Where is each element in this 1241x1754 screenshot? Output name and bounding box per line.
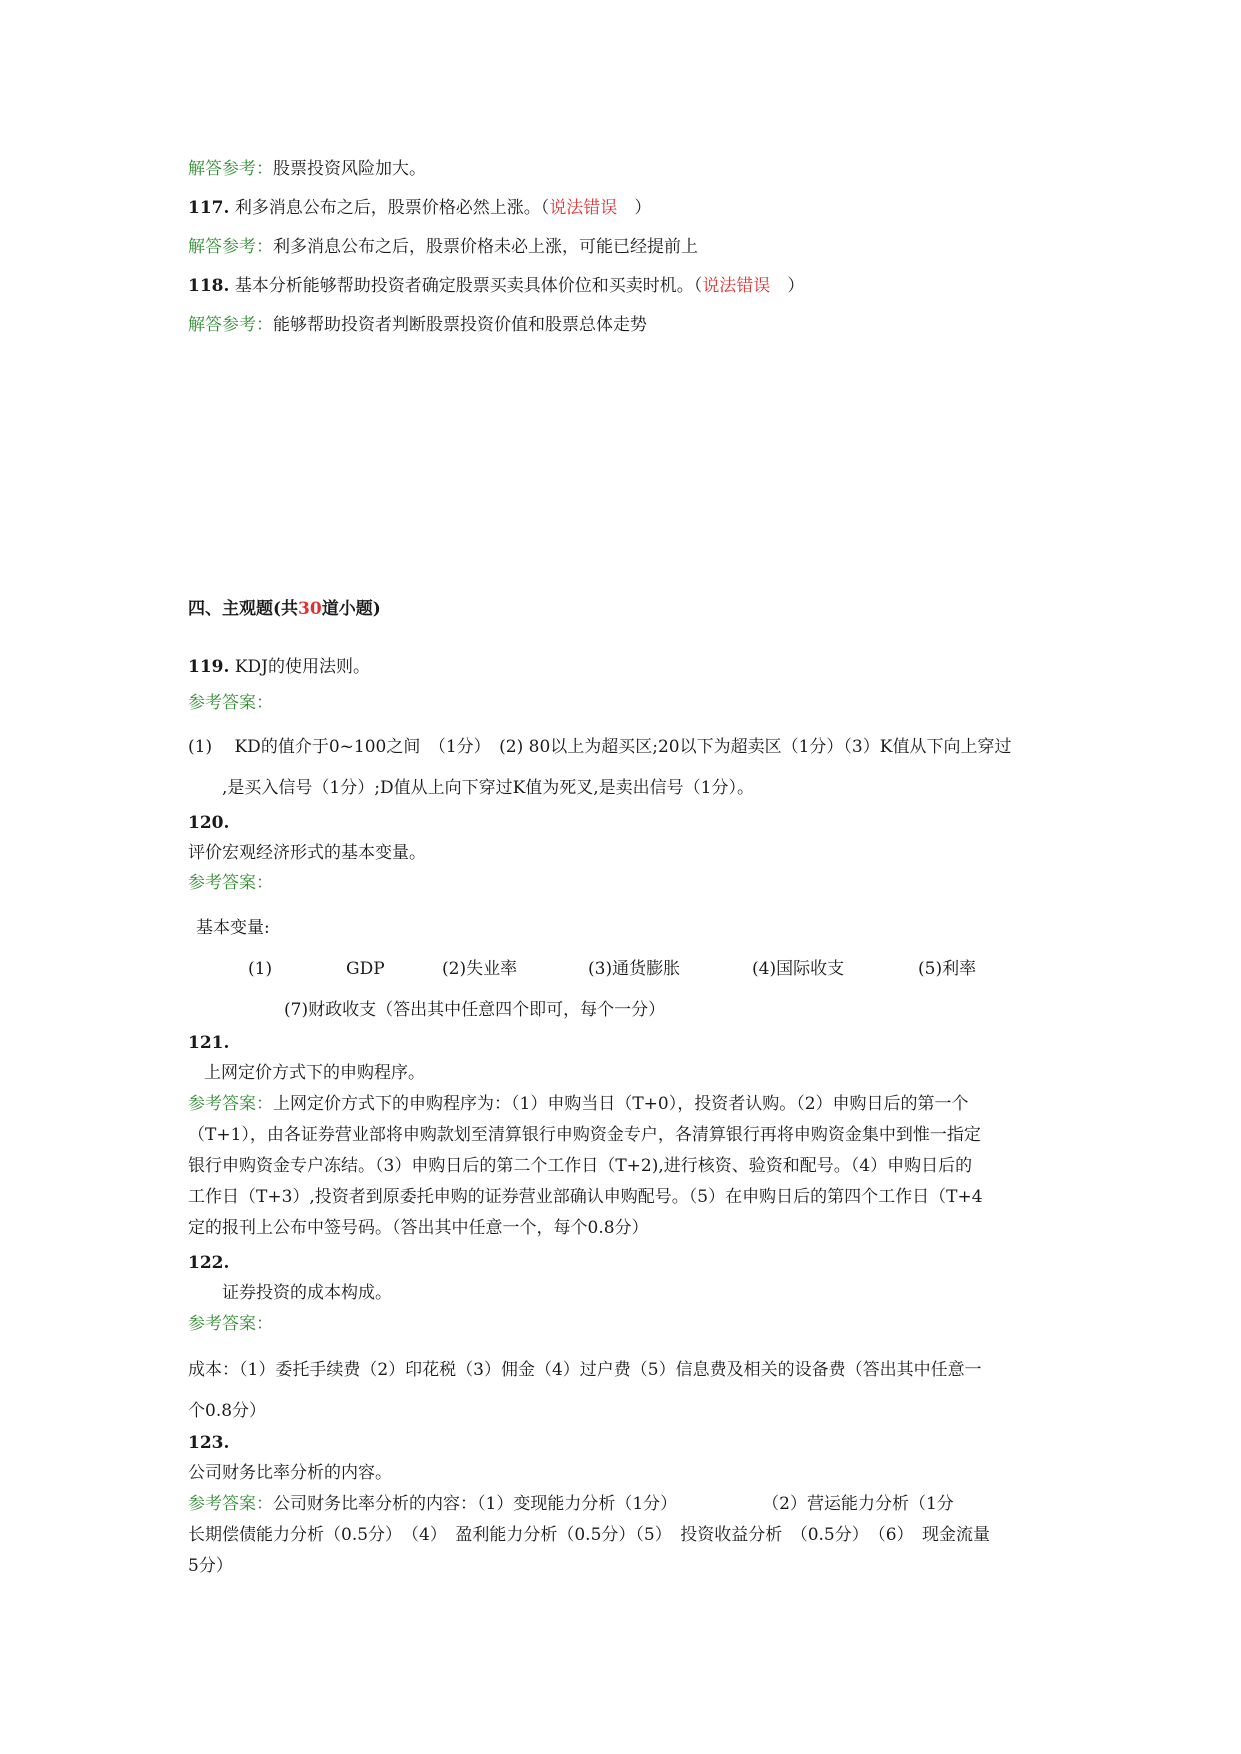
question-text: KDJ的使用法则。	[234, 657, 370, 677]
q118-answer	[188, 314, 647, 336]
q123-answer-line-1	[188, 1493, 1053, 1515]
answer-label: 解答参考：	[188, 159, 273, 179]
question-number: 120.	[188, 813, 230, 833]
answer-label: 参考答案：	[188, 1094, 273, 1114]
q120-intro: 基本变量:	[196, 918, 270, 938]
q116-answer	[188, 158, 426, 180]
q121-answer-line-5: 定的报刊上公布中签号码。（答出其中任意一个，每个0.8分）	[188, 1218, 649, 1238]
q121-answer-line-3: 银行申购资金专户冻结。（3）申购日后的第二个工作日（T+2),进行核资、验资和配号。（4）申购日后的	[188, 1156, 973, 1176]
question-text: 公司财务比率分析的内容。	[188, 1463, 392, 1483]
section-prefix: 四、主观题(共	[188, 599, 299, 619]
q120-item: GDP	[346, 959, 385, 979]
question-118	[188, 275, 804, 297]
question-text: 基本分析能够帮助投资者确定股票买卖具体价位和买卖时机。（	[234, 276, 703, 296]
answer-label: 参考答案：	[188, 693, 273, 713]
verdict: 说法错误	[549, 198, 618, 218]
q123-answer-line-2: 长期偿债能力分析（0.5分） （4） 盈利能力分析（0.5分）（5） 投资收益分析 （0.5分） （6） 现金流量	[188, 1525, 991, 1545]
q120-item: (3)通货膨胀	[588, 959, 681, 979]
q117-answer	[188, 236, 698, 258]
question-117	[188, 197, 651, 219]
question-text: 证券投资的成本构成。	[222, 1283, 392, 1303]
close-paren: ）	[634, 198, 652, 218]
q120-item: (5)利率	[918, 959, 977, 979]
q122-answer-line-1: 成本：（1）委托手续费（2）印花税（3）佣金（4）过户费（5）信息费及相关的设备费（答出其中任意一	[188, 1360, 982, 1380]
close-paren: ）	[787, 276, 805, 296]
question-number: 117.	[188, 198, 230, 218]
q121-answer-line-1	[188, 1093, 1053, 1115]
answer-text: 利多消息公布之后，股票价格未必上涨，可能已经提前上	[273, 237, 698, 257]
question-text: 上网定价方式下的申购程序。	[204, 1063, 425, 1083]
section-suffix: 道小题)	[321, 599, 381, 619]
question-number: 123.	[188, 1433, 230, 1453]
q120-last: (7)财政收支（答出其中任意四个即可，每个一分）	[284, 1000, 666, 1020]
answer-label: 参考答案：	[188, 1314, 273, 1334]
answer-label: 解答参考：	[188, 315, 273, 335]
question-119	[188, 656, 370, 678]
answer-text: 能够帮助投资者判断股票投资价值和股票总体走势	[273, 315, 647, 335]
question-number: 121.	[188, 1033, 230, 1053]
q123-answer-line-3: 5分）	[188, 1556, 233, 1576]
q120-item: (4)国际收支	[752, 959, 845, 979]
section-heading	[188, 598, 381, 620]
question-number: 122.	[188, 1253, 230, 1273]
answer-label: 解答参考：	[188, 237, 273, 257]
question-number: 119.	[188, 657, 230, 677]
verdict: 说法错误	[702, 276, 771, 296]
answer-text: 股票投资风险加大。	[273, 159, 426, 179]
answer-text: 上网定价方式下的申购程序为：（1）申购当日（T+0），投资者认购。（2）申购日后的第一个	[273, 1094, 969, 1114]
q119-answer-line-2: ,是买入信号（1分）;D值从上向下穿过K值为死叉,是卖出信号（1分）。	[222, 778, 754, 798]
q119-answer-line-1: (1) KD的值介于0~100之间 （1分） (2) 80以上为超买区;20以下为超卖区（1分）（3）K值从下向上穿过	[188, 737, 1012, 757]
answer-label: 参考答案：	[188, 1494, 273, 1514]
question-text: 利多消息公布之后，股票价格必然上涨。（	[234, 198, 550, 218]
answer-label: 参考答案：	[188, 873, 273, 893]
section-count: 30	[298, 599, 322, 619]
q120-item: (1)	[248, 959, 273, 979]
q122-answer-line-2: 个0.8分）	[188, 1401, 267, 1421]
question-text: 评价宏观经济形式的基本变量。	[188, 843, 426, 863]
q120-item: (2)失业率	[442, 959, 518, 979]
q121-answer-line-4: 工作日（T+3）,投资者到原委托申购的证券营业部确认申购配号。（5）在申购日后的第四个工作日（T+4	[188, 1187, 983, 1207]
q121-answer-line-2: （T+1），由各证券营业部将申购款划至清算银行申购资金专户，各清算银行再将申购资金集中到惟一指定	[188, 1125, 981, 1145]
answer-text: 公司财务比率分析的内容：（1）变现能力分析（1分） （2）营运能力分析（1分	[273, 1494, 954, 1514]
question-number: 118.	[188, 276, 230, 296]
